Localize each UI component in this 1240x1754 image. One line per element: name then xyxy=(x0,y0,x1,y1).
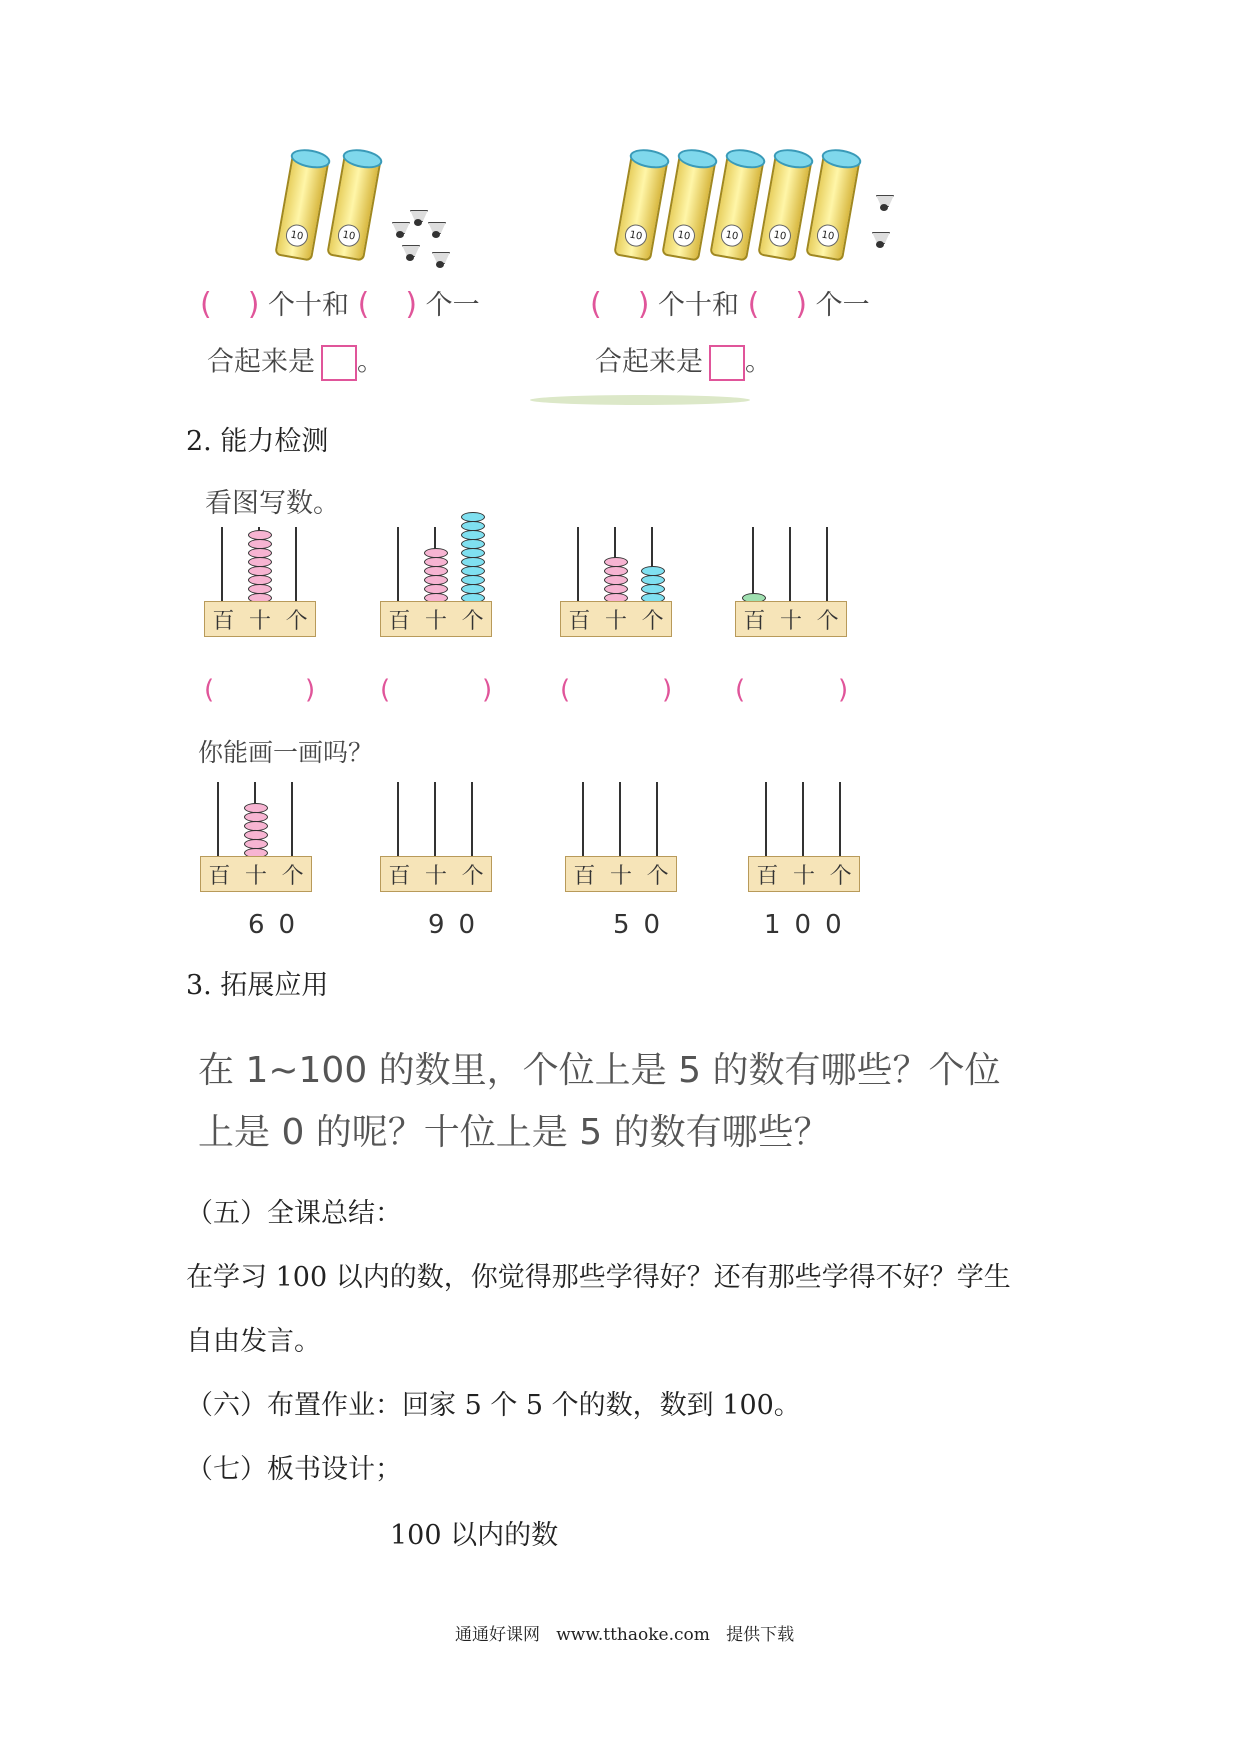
answer-paren-close: ) xyxy=(482,675,493,705)
abacus-bead xyxy=(461,566,485,576)
target-number: 90 xyxy=(428,910,490,940)
question-line-1: 在 1~100 的数里，个位上是 5 的数有哪些？个位 xyxy=(198,1050,1001,1091)
abacus-bead xyxy=(641,575,665,585)
abacus-bead xyxy=(424,548,448,558)
section-heading-2: 2. 能力检测 xyxy=(186,426,329,457)
place-value-label: 百 十 个 xyxy=(560,601,672,637)
board-design-line: （七）板书设计； xyxy=(186,1454,402,1485)
count-line-left: ( ) 个十和 ( ) 个一 xyxy=(200,287,480,322)
abacus-3 xyxy=(560,527,672,637)
abacus-bead xyxy=(244,821,268,831)
place-value-label: 百 十 个 xyxy=(380,601,492,637)
sum-line-left: 合起来是 。 xyxy=(207,345,384,381)
abacus-bead xyxy=(461,548,485,558)
target-number: 60 xyxy=(248,910,310,940)
homework-line: （六）布置作业：回家 5 个 5 个的数，数到 100。 xyxy=(186,1390,801,1421)
tube-icon: 10 xyxy=(326,152,381,261)
count-line-right: ( ) 个十和 ( ) 个一 xyxy=(590,287,870,322)
shuttlecock-icon xyxy=(872,232,888,248)
abacus-bead xyxy=(244,839,268,849)
answer-paren-open: ( xyxy=(204,675,215,705)
place-value-label: 百 十 个 xyxy=(735,601,847,637)
summary-title: （五）全课总结： xyxy=(186,1198,402,1229)
answer-box[interactable] xyxy=(321,345,357,381)
shuttlecock-icon xyxy=(410,210,426,226)
prompt-draw-abacus: 你能画一画吗？ xyxy=(198,738,374,767)
tube-icon: 10 xyxy=(274,152,329,261)
target-number: 50 xyxy=(613,910,675,940)
place-value-label: 百 十 个 xyxy=(565,856,677,892)
tube-icon: 10 xyxy=(709,152,764,261)
tube-icon: 10 xyxy=(613,152,668,261)
abacus-draw-90[interactable] xyxy=(380,782,492,892)
abacus-bead xyxy=(244,830,268,840)
shuttlecock-icon xyxy=(432,252,448,268)
target-number: 100 xyxy=(764,910,856,940)
abacus-2 xyxy=(380,527,492,637)
abacus-bead xyxy=(461,557,485,567)
abacus-bead xyxy=(248,575,272,585)
section-heading-3: 3. 拓展应用 xyxy=(186,970,329,1001)
abacus-bead xyxy=(604,584,628,594)
abacus-draw-50[interactable] xyxy=(565,782,677,892)
summary-line-2: 自由发言。 xyxy=(186,1326,321,1357)
abacus-bead xyxy=(641,566,665,576)
tube-icon: 10 xyxy=(661,152,716,261)
abacus-4 xyxy=(735,527,847,637)
shuttlecock-icon xyxy=(392,222,408,238)
place-value-label: 百 十 个 xyxy=(380,856,492,892)
answer-paren-open: ( xyxy=(560,675,571,705)
abacus-bead xyxy=(461,584,485,594)
abacus-bead xyxy=(248,584,272,594)
place-value-label: 百 十 个 xyxy=(748,856,860,892)
abacus-bead xyxy=(424,557,448,567)
abacus-bead xyxy=(461,539,485,549)
place-value-label: 百 十 个 xyxy=(204,601,316,637)
abacus-bead xyxy=(248,548,272,558)
answer-box[interactable] xyxy=(709,345,745,381)
abacus-bead xyxy=(461,521,485,531)
abacus-bead xyxy=(461,530,485,540)
abacus-bead xyxy=(248,530,272,540)
footer: 通通好课网 www.tthaoke.com 提供下载 xyxy=(455,1625,795,1645)
ground-decoration xyxy=(530,395,750,405)
abacus-bead xyxy=(424,575,448,585)
answer-paren-close: ) xyxy=(838,675,849,705)
question-line-2: 上是 0 的呢？十位上是 5 的数有哪些？ xyxy=(198,1112,830,1153)
answer-paren-open: ( xyxy=(380,675,391,705)
abacus-bead xyxy=(604,557,628,567)
abacus-bead xyxy=(248,539,272,549)
abacus-bead xyxy=(248,566,272,576)
board-title: 100 以内的数 xyxy=(390,1520,559,1551)
answer-paren-open: ( xyxy=(735,675,746,705)
shuttlecock-icon xyxy=(402,245,418,261)
abacus-1 xyxy=(204,527,316,637)
abacus-bead xyxy=(424,584,448,594)
sum-line-right: 合起来是 。 xyxy=(595,345,772,381)
abacus-bead xyxy=(424,566,448,576)
abacus-bead xyxy=(604,575,628,585)
answer-paren-close: ) xyxy=(662,675,673,705)
abacus-bead xyxy=(461,575,485,585)
abacus-bead xyxy=(604,566,628,576)
abacus-bead xyxy=(244,812,268,822)
abacus-bead xyxy=(244,803,268,813)
abacus-bead xyxy=(461,512,485,522)
abacus-bead xyxy=(248,557,272,567)
prompt-read-abacus: 看图写数。 xyxy=(205,488,340,519)
place-value-label: 百 十 个 xyxy=(200,856,312,892)
tube-icon: 10 xyxy=(757,152,812,261)
shuttlecock-icon xyxy=(876,195,892,211)
shuttlecock-icon xyxy=(428,222,444,238)
abacus-bead xyxy=(641,584,665,594)
answer-paren-close: ) xyxy=(305,675,316,705)
summary-line-1: 在学习 100 以内的数，你觉得那些学得好？还有那些学得不好？学生 xyxy=(186,1262,1011,1293)
tube-icon: 10 xyxy=(805,152,860,261)
abacus-draw-100[interactable] xyxy=(748,782,860,892)
abacus-draw-60[interactable] xyxy=(200,782,312,892)
